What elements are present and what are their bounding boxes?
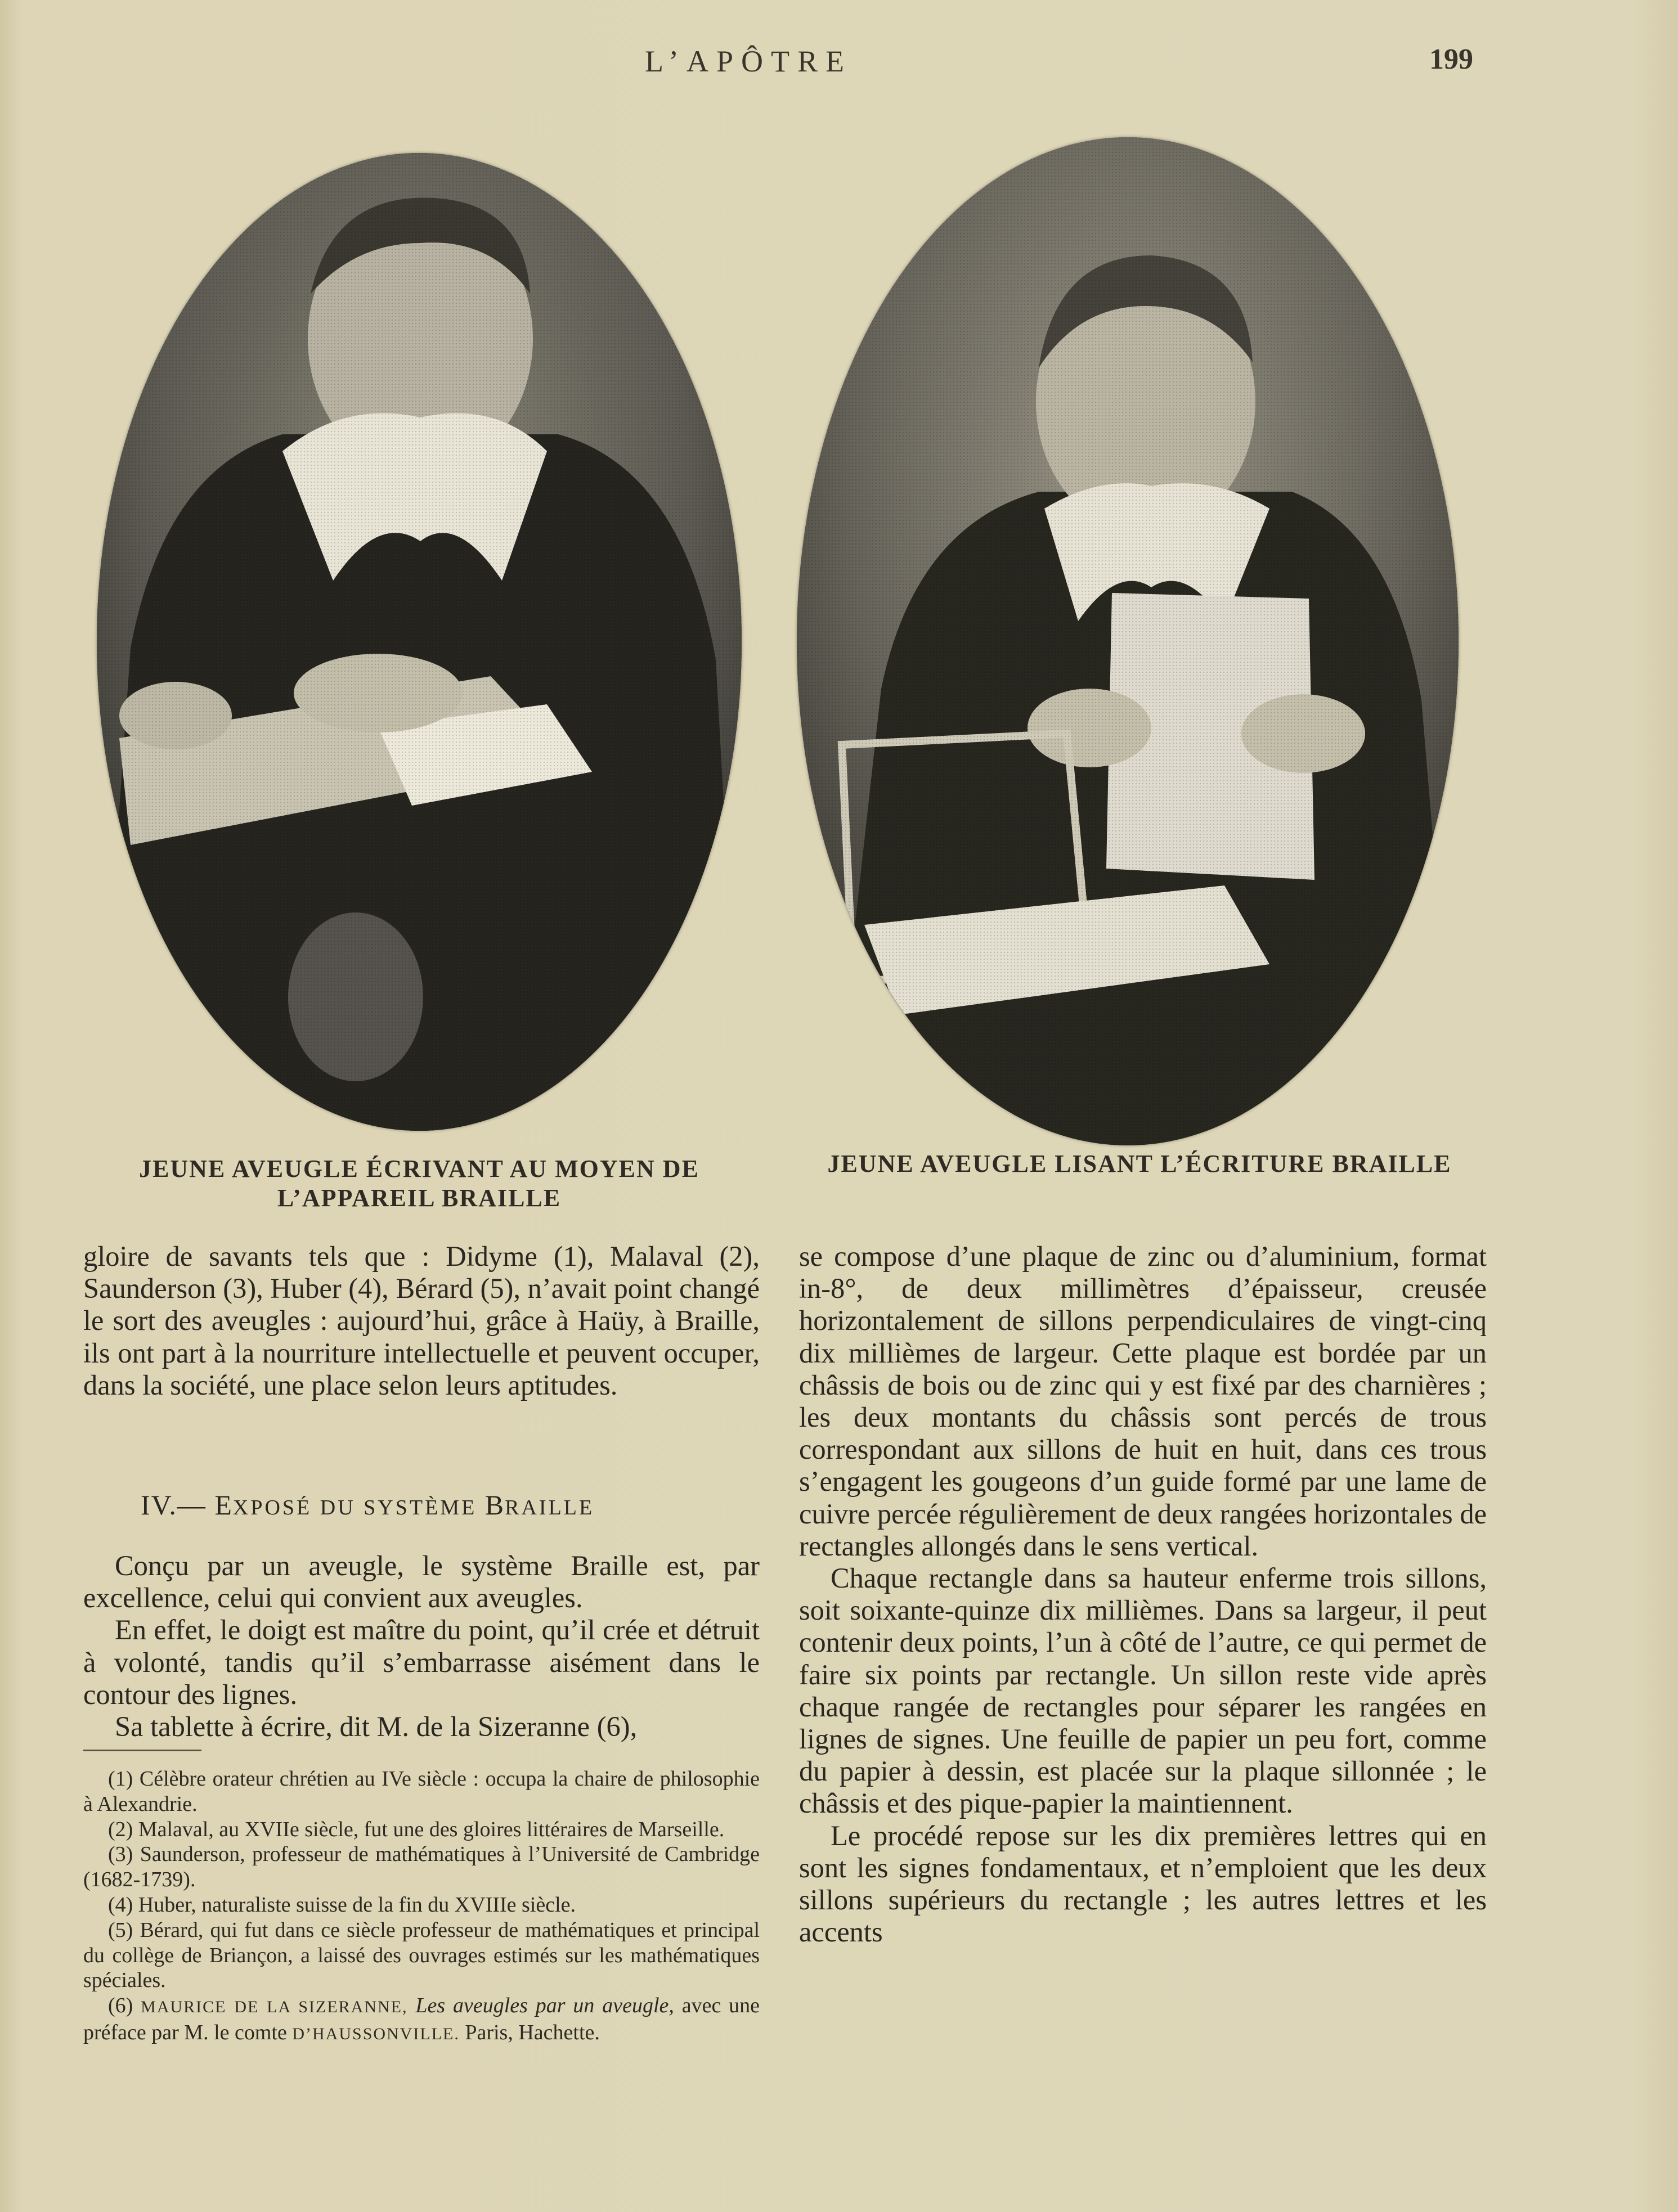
footnote: (5) Bérard, qui fut dans ce siècle professeur de mathématiques et principal du collège de Briançon, a laissé des ouvrages estimés sur les mathématiques spéciales.: [83, 1918, 760, 1993]
footnote-author: MAURICE DE LA SIZERANNE,: [141, 1998, 408, 2017]
footnote: [83, 1993, 760, 2047]
paragraph: se compose d’une plaque de zinc ou d’aluminium, format in-8°, de deux millimètres d’épaisseur, creusée horizontalement de sillons perpendiculaires de vingt-cinq dix millièmes de largeur. Cette plaque est bordée par un châssis de bois ou de zinc qui y est fixé par des charnières ; les deux montants du châssis sont percés de trous correspondant aux sillons de huit en huit, dans ces trous s’engagent les gougeons d’un guide formé par une lame de cuivre percée régulièrement de deux rangées horizontales de rectangles allongés dans le sens vertical.: [799, 1240, 1487, 1562]
footnotes: [83, 1766, 760, 2047]
section-heading: [141, 1489, 732, 1521]
photo-boy-writing-image: [97, 153, 742, 1131]
section-number: IV.—: [141, 1489, 207, 1521]
paragraph: En effet, le doigt est maître du point, qu’il crée et détruit à volonté, tandis qu’il s’embarrasse aisément dans le contour des lignes.: [83, 1614, 760, 1710]
left-column-bottom: [83, 1550, 760, 1743]
section-word: DU: [320, 1496, 356, 1519]
paragraph: Le procédé repose sur les dix premières lettres qui en sont les signes fondamentaux, et n’emploient que les deux sillons supérieurs du rectangle ; les autres lettres et les accents: [799, 1819, 1487, 1948]
footnote-rule: [83, 1750, 201, 1751]
photo-boy-writing: [97, 153, 742, 1131]
paragraph: Sa tablette à écrire, dit M. de la Sizeranne (6),: [115, 1711, 638, 1743]
footnote: (1) Célèbre orateur chrétien au IVe siècle : occupa la chaire de philosophie à Alexandrie.: [83, 1767, 760, 1816]
figure-caption-writing: JEUNE AVEUGLE ÉCRIVANT AU MOYEN DE L’APPAREIL BRAILLE: [139, 1155, 699, 1212]
photo-boy-reading: [797, 137, 1459, 1145]
footnote: (3) Saunderson, professeur de mathématiques à l’Université de Cambridge (1682-1739).: [83, 1842, 760, 1892]
photo-boy-reading-image: [797, 137, 1459, 1145]
paragraph: Chaque rectangle dans sa hauteur enferme trois sillons, soit soixante-quinze dix millièmes. Dans sa largeur, il peut contenir deux points, l’un à côté de l’autre, ce qui permet de faire six points par rectangle. Un sillon reste vide après chaque rangée de rectangles pour séparer les rangées en lignes de signes. Une feuille de papier un peu fort, comme du papier à dessin, est placée sur la plaque sillonnée ; le châssis et des pique-papier la maintiennent.: [799, 1562, 1487, 1819]
left-column-top: [83, 1240, 760, 1401]
section-word: E: [214, 1489, 233, 1521]
section-word: XPOSÉ: [232, 1496, 312, 1519]
footnote-text: avec une préface par M. le comte: [83, 1994, 760, 2044]
footnote: (2) Malaval, au XVIIe siècle, fut une des gloires littéraires de Marseille.: [108, 1817, 725, 1841]
section-word: B: [484, 1489, 505, 1521]
paragraph: gloire de savants tels que : Didyme (1), Malaval (2), Saunderson (3), Huber (4), Bérard (5), n’avait point changé le sort des aveugles : aujourd’hui, grâce à Haüy, à Braille, ils ont part à la nourriture intellectuelle et peuvent occuper, dans la société, une place selon leurs aptitudes.: [83, 1240, 760, 1401]
footnote: (4) Huber, naturaliste suisse de la fin du XVIIIe siècle.: [108, 1892, 576, 1917]
footnote-publisher: Paris, Hachette.: [465, 2020, 600, 2044]
footnote-number: (6): [108, 1994, 133, 2018]
footnote-count-prefix: D’: [292, 2024, 313, 2043]
figure-caption-reading: JEUNE AVEUGLE LISANT L’ÉCRITURE BRAILLE: [827, 1150, 1452, 1177]
right-column: [799, 1240, 1487, 1948]
section-word: RAILLE: [505, 1496, 595, 1519]
footnote-count-name: HAUSSONVILLE.: [312, 2024, 460, 2043]
footnote-title: Les aveugles par un aveugle,: [415, 1994, 674, 2018]
page-number: 199: [1429, 43, 1473, 75]
section-word: SYSTÈME: [364, 1496, 477, 1519]
running-title: L’APÔTRE: [644, 44, 853, 78]
paragraph: Conçu par un aveugle, le système Braille est, par excellence, celui qui convient aux aveugles.: [83, 1550, 760, 1614]
